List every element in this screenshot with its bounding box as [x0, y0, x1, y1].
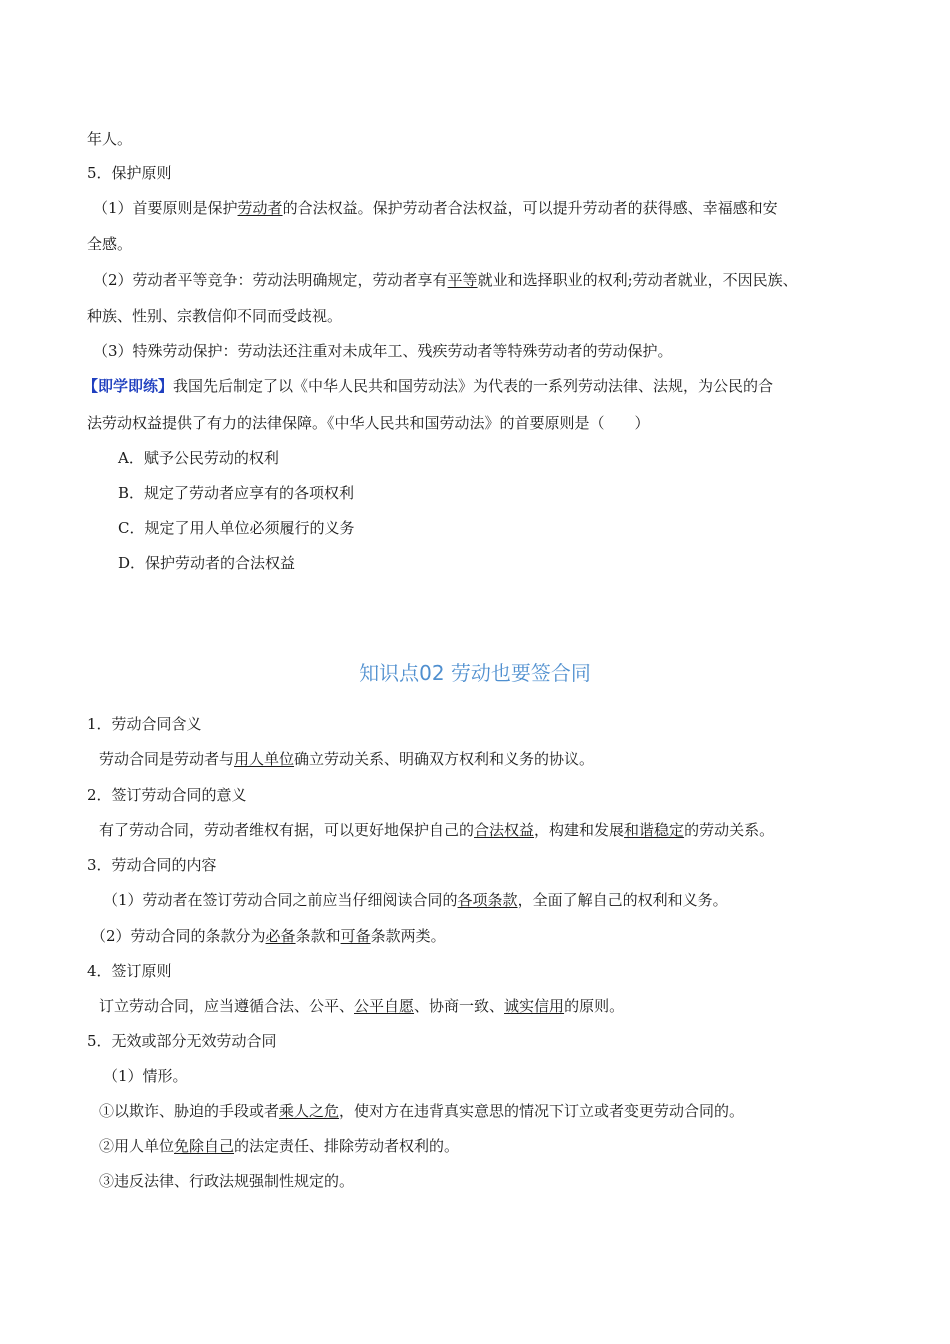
- heading-signing-principles: 4．签订原则: [87, 962, 172, 980]
- heading-contract-significance: 2．签订劳动合同的意义: [87, 786, 247, 804]
- list-item-invalid-3: ③违反法律、行政法规强制性规定的。: [99, 1172, 355, 1190]
- paragraph-special-protection: （3）特殊劳动保护：劳动法还注重对未成年工、残疾劳动者等特殊劳动者的劳动保护。: [93, 342, 673, 360]
- paragraph-equal-competition: （2）劳动者平等竞争：劳动法明确规定，劳动者享有平等就业和选择职业的权利;劳动者就业，不因民族、: [93, 271, 798, 289]
- exercise-question-cont: 法劳动权益提供了有力的法律保障。《中华人民共和国劳动法》的首要原则是（ ）: [87, 414, 650, 432]
- option-a: A．赋予公民劳动的权利: [118, 449, 279, 467]
- section-title: 知识点02 劳动也要签合同: [359, 661, 591, 685]
- paragraph-contract-content-2: （2）劳动合同的条款分为必备条款和可备条款两类。: [91, 927, 446, 945]
- paragraph-contract-content-1: （1）劳动者在签订劳动合同之前应当仔细阅读合同的各项条款，全面了解自己的权利和义务。: [103, 891, 728, 909]
- list-item-invalid-2: ②用人单位免除自己的法定责任、排除劳动者权利的。: [99, 1137, 460, 1155]
- continuation-text: 年人。: [87, 130, 133, 148]
- paragraph-primary-principle: （1）首要原则是保护劳动者的合法权益。保护劳动者合法权益，可以提升劳动者的获得感、幸福感和安: [93, 199, 778, 217]
- heading-contract-content: 3．劳动合同的内容: [87, 856, 217, 874]
- heading-invalid-contracts: 5．无效或部分无效劳动合同: [87, 1032, 277, 1050]
- heading-contract-meaning: 1．劳动合同含义: [87, 715, 202, 733]
- option-d: D．保护劳动者的合法权益: [118, 554, 296, 572]
- paragraph-contract-meaning: 劳动合同是劳动者与用人单位确立劳动关系、明确双方权利和义务的协议。: [99, 750, 595, 768]
- paragraph-signing-principles: 订立劳动合同，应当遵循合法、公平、公平自愿、协商一致、诚实信用的原则。: [99, 997, 625, 1015]
- paragraph-equal-competition-cont: 种族、性别、宗教信仰不同而受歧视。: [87, 307, 343, 325]
- exercise-tag: 【即学即练】: [83, 377, 174, 395]
- list-item-invalid-1: ①以欺诈、胁迫的手段或者乘人之危，使对方在违背真实意思的情况下订立或者变更劳动合同的。: [99, 1102, 745, 1120]
- option-c: C．规定了用人单位必须履行的义务: [118, 519, 355, 537]
- paragraph-primary-principle-cont: 全感。: [87, 235, 133, 253]
- exercise-question: 【即学即练】我国先后制定了以《中华人民共和国劳动法》为代表的一系列劳动法律、法规，为公民的合: [83, 377, 774, 395]
- paragraph-contract-significance: 有了劳动合同，劳动者维权有据，可以更好地保护自己的合法权益，构建和发展和谐稳定的劳动关系。: [99, 821, 775, 839]
- option-b: B．规定了劳动者应享有的各项权利: [118, 484, 355, 502]
- heading-protection-principles: 5．保护原则: [87, 164, 172, 182]
- paragraph-invalid-situations: （1）情形。: [103, 1067, 188, 1085]
